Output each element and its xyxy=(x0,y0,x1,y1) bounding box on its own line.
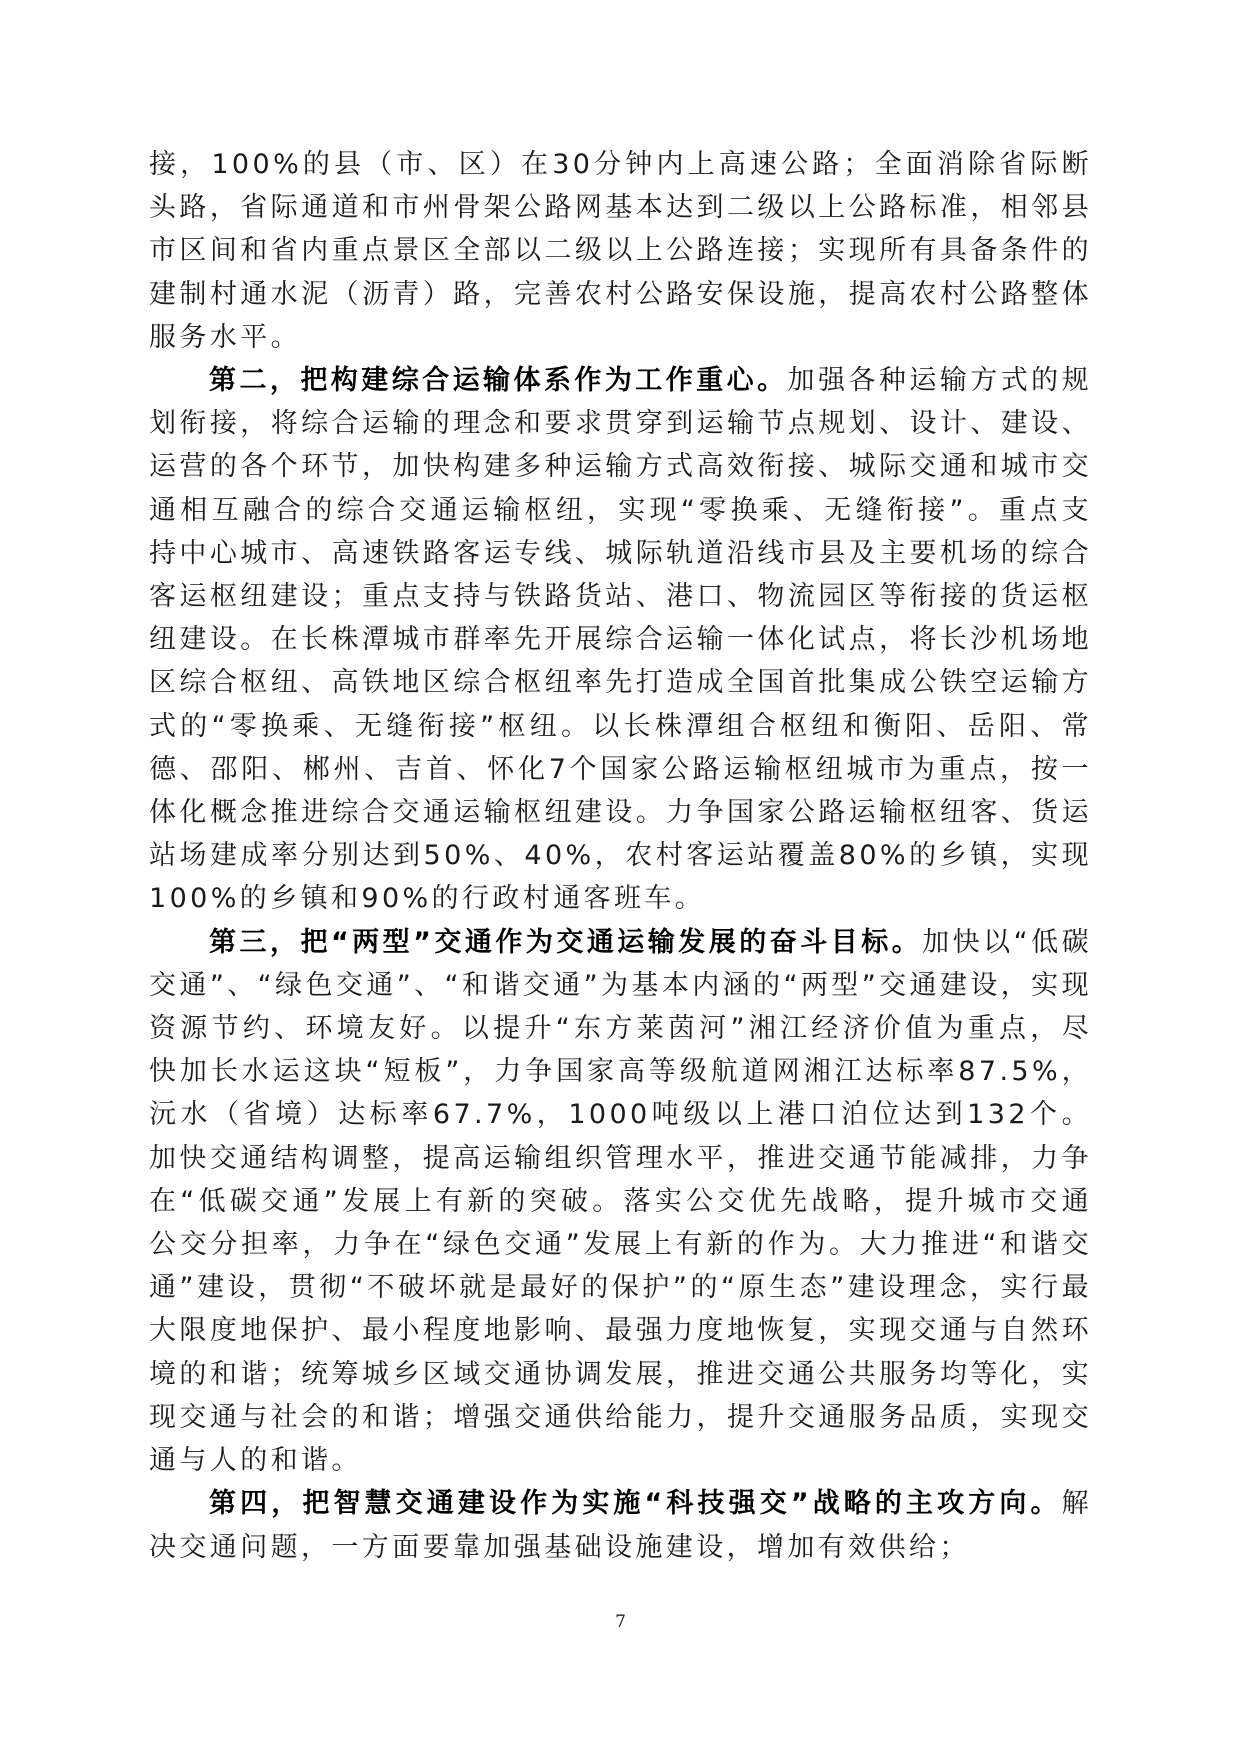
paragraph-heading: 第二，把构建综合运输体系作为工作重心。 xyxy=(209,365,788,397)
paragraph-text: 加快以“低碳交通”、“绿色交通”、“和谐交通”为基本内涵的“两型”交通建设，实现资源节约、环境友好。以提升“东方莱茵河”湘江经济价值为重点，尽快加长水运这块“短板”，力争国家高等级航道网湘江达标率87.5%，沅水（省境）达标率67.7%，1000吨级以上港口泊位达到132个。加快交通结构调整，提高运输组织管理水平，推进交通节能减排，力争在“低碳交通”发展上有新的突破。落实公交优先战略，提升城市交通公交分担率，力争在“绿色交通”发展上有新的作为。大力推进“和谐交通”建设，贯彻“不破坏就是最好的保护”的“原生态”建设理念，实行最大限度地保护、最小程度地影响、最强力度地恢复，实现交通与自然环境的和谐；统筹城乡区域交通协调发展，推进交通公共服务均等化，实现交通与社会的和谐；增强交通供给能力，提升交通服务品质，实现交通与人的和谐。 xyxy=(149,926,1092,1477)
paragraph-text: 加强各种运输方式的规划衔接，将综合运输的理念和要求贯穿到运输节点规划、设计、建设、运营的各个环节，加快构建多种运输方式高效衔接、城际交通和城市交通相互融合的综合交通运输枢纽，实现“零换乘、无缝衔接”。重点支持中心城市、高速铁路客运专线、城际轨道沿线市县及主要机场的综合客运枢纽建设；重点支持与铁路货站、港口、物流园区等衔接的货运枢纽建设。在长株潭城市群率先开展综合运输一体化试点，将长沙机场地区综合枢纽、高铁地区综合枢纽率先打造成全国首批集成公铁空运输方式的“零换乘、无缝衔接”枢纽。以长株潭组合枢纽和衡阳、岳阳、常德、邵阳、郴州、吉首、怀化7个国家公路运输枢纽城市为重点，按一体化概念推进综合交通运输枢纽建设。力争国家公路运输枢纽客、货运站场建成率分别达到50%、40%，农村客运站覆盖80%的乡镇，实现100%的乡镇和90%的行政村通客班车。 xyxy=(149,365,1092,915)
paragraph-continuation xyxy=(149,143,1092,359)
paragraph-third-point xyxy=(149,921,1092,1483)
page-number: 7 xyxy=(615,1612,626,1632)
document-body xyxy=(149,143,1092,1569)
paragraph-heading: 第四，把智慧交通建设作为实施“科技强交”战略的主攻方向。 xyxy=(209,1488,1062,1520)
paragraph-text: 解决交通问题，一方面要靠加强基础设施建设，增加有效供给； xyxy=(149,1488,1092,1563)
paragraph-fourth-point xyxy=(149,1482,1092,1568)
paragraph-heading: 第三，把“两型”交通作为交通运输发展的奋斗目标。 xyxy=(209,926,923,958)
paragraph-second-point xyxy=(149,359,1092,921)
paragraph-text: 接，100%的县（市、区）在30分钟内上高速公路；全面消除省际断头路，省际通道和市州骨架公路网基本达到二级以上公路标准，相邻县市区间和省内重点景区全部以二级以上公路连接；实现所有具备条件的建制村通水泥（沥青）路，完善农村公路安保设施，提高农村公路整体服务水平。 xyxy=(149,149,1092,353)
